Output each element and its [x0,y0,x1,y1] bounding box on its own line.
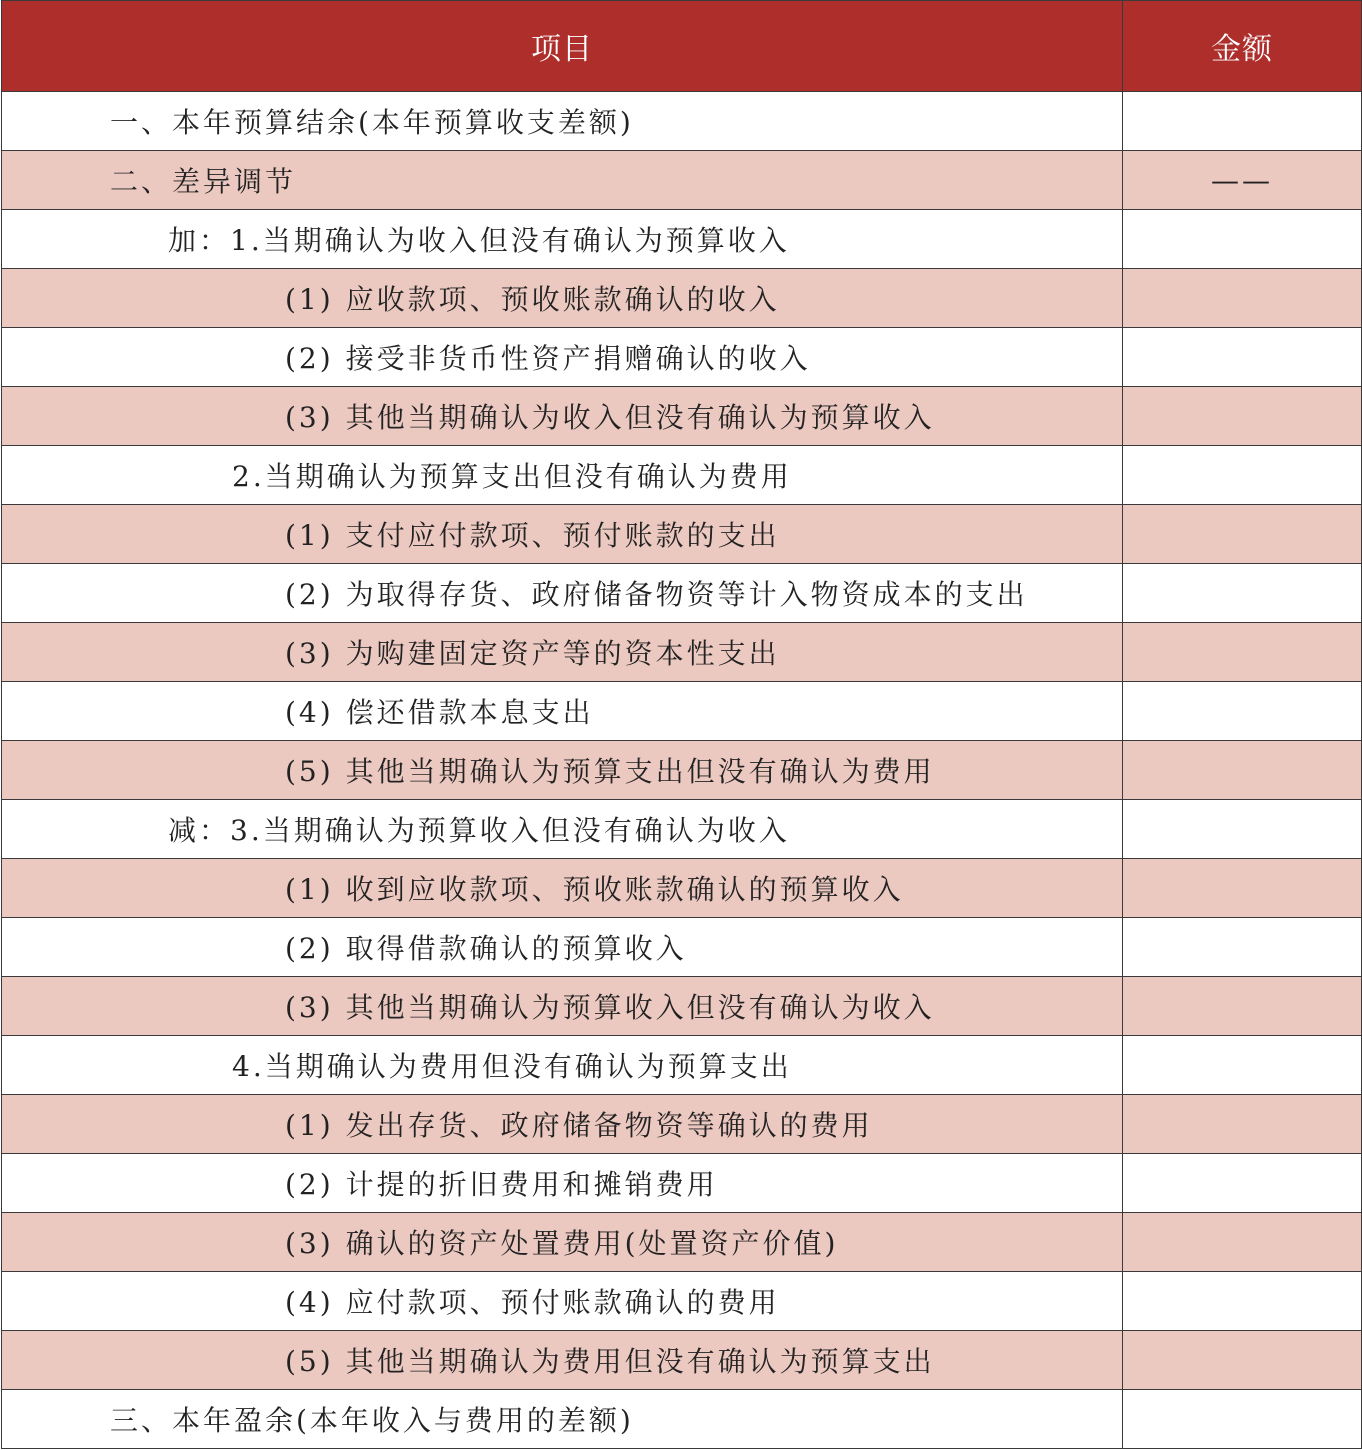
row-item-label: (3) 为购建固定资产等的资本性支出 [2,623,1123,682]
header-item: 项目 [2,1,1123,92]
row-item-label: 加：1.当期确认为收入但没有确认为预算收入 [2,210,1123,269]
table-row [2,505,1362,564]
row-item-label: (2) 接受非货币性资产捐赠确认的收入 [2,328,1123,387]
table-row [2,1095,1362,1154]
row-amount-cell [1123,977,1362,1036]
row-amount-cell [1123,1272,1362,1331]
row-amount-cell: —— [1123,151,1362,210]
row-amount-cell [1123,1154,1362,1213]
row-amount-cell [1123,1213,1362,1272]
table-row [2,800,1362,859]
row-amount-cell [1123,1036,1362,1095]
row-item-label: (5) 其他当期确认为预算支出但没有确认为费用 [2,741,1123,800]
table-row [2,210,1362,269]
table-row [2,1154,1362,1213]
row-item-label: (1) 发出存货、政府储备物资等确认的费用 [2,1095,1123,1154]
row-amount-cell [1123,505,1362,564]
table-row [2,1390,1362,1449]
table-row [2,1036,1362,1095]
table-row [2,859,1362,918]
table-row [2,682,1362,741]
table-row [2,977,1362,1036]
row-amount-cell [1123,387,1362,446]
row-amount-cell [1123,800,1362,859]
row-item-label: (4) 偿还借款本息支出 [2,682,1123,741]
row-item-label: 2.当期确认为预算支出但没有确认为费用 [2,446,1123,505]
row-amount-cell [1123,564,1362,623]
table-row [2,1272,1362,1331]
row-amount-cell [1123,623,1362,682]
table-row [2,1331,1362,1390]
row-item-label: (3) 确认的资产处置费用(处置资产价值) [2,1213,1123,1272]
row-amount-cell [1123,210,1362,269]
row-amount-cell [1123,1331,1362,1390]
row-amount-cell [1123,92,1362,151]
table-row [2,387,1362,446]
row-amount-cell [1123,269,1362,328]
table-row [2,623,1362,682]
table-row [2,564,1362,623]
reconciliation-table [1,0,1362,1449]
row-item-label: 三、本年盈余(本年收入与费用的差额) [2,1390,1123,1449]
table-body [2,92,1362,1449]
row-item-label: (2) 计提的折旧费用和摊销费用 [2,1154,1123,1213]
table-row [2,151,1362,210]
table-row [2,918,1362,977]
row-item-label: (3) 其他当期确认为收入但没有确认为预算收入 [2,387,1123,446]
row-amount-cell [1123,1390,1362,1449]
row-item-label: 4.当期确认为费用但没有确认为预算支出 [2,1036,1123,1095]
row-item-label: (1) 收到应收款项、预收账款确认的预算收入 [2,859,1123,918]
row-item-label: (5) 其他当期确认为费用但没有确认为预算支出 [2,1331,1123,1390]
row-item-label: (1) 支付应付款项、预付账款的支出 [2,505,1123,564]
table-header-row [2,1,1362,92]
row-item-label: (2) 为取得存货、政府储备物资等计入物资成本的支出 [2,564,1123,623]
row-item-label: (1) 应收款项、预收账款确认的收入 [2,269,1123,328]
row-amount-cell [1123,446,1362,505]
row-item-label: 二、差异调节 [2,151,1123,210]
row-amount-cell [1123,741,1362,800]
row-amount-cell [1123,328,1362,387]
row-amount-cell [1123,859,1362,918]
row-amount-cell [1123,1095,1362,1154]
table-row [2,92,1362,151]
row-item-label: (4) 应付款项、预付账款确认的费用 [2,1272,1123,1331]
table-row [2,269,1362,328]
row-amount-cell [1123,918,1362,977]
row-amount-cell [1123,682,1362,741]
row-item-label: 减：3.当期确认为预算收入但没有确认为收入 [2,800,1123,859]
row-item-label: (2) 取得借款确认的预算收入 [2,918,1123,977]
row-item-label: 一、本年预算结余(本年预算收支差额) [2,92,1123,151]
header-amount: 金额 [1123,1,1362,92]
table-row [2,1213,1362,1272]
table-row [2,328,1362,387]
table-row [2,446,1362,505]
table-row [2,741,1362,800]
row-item-label: (3) 其他当期确认为预算收入但没有确认为收入 [2,977,1123,1036]
